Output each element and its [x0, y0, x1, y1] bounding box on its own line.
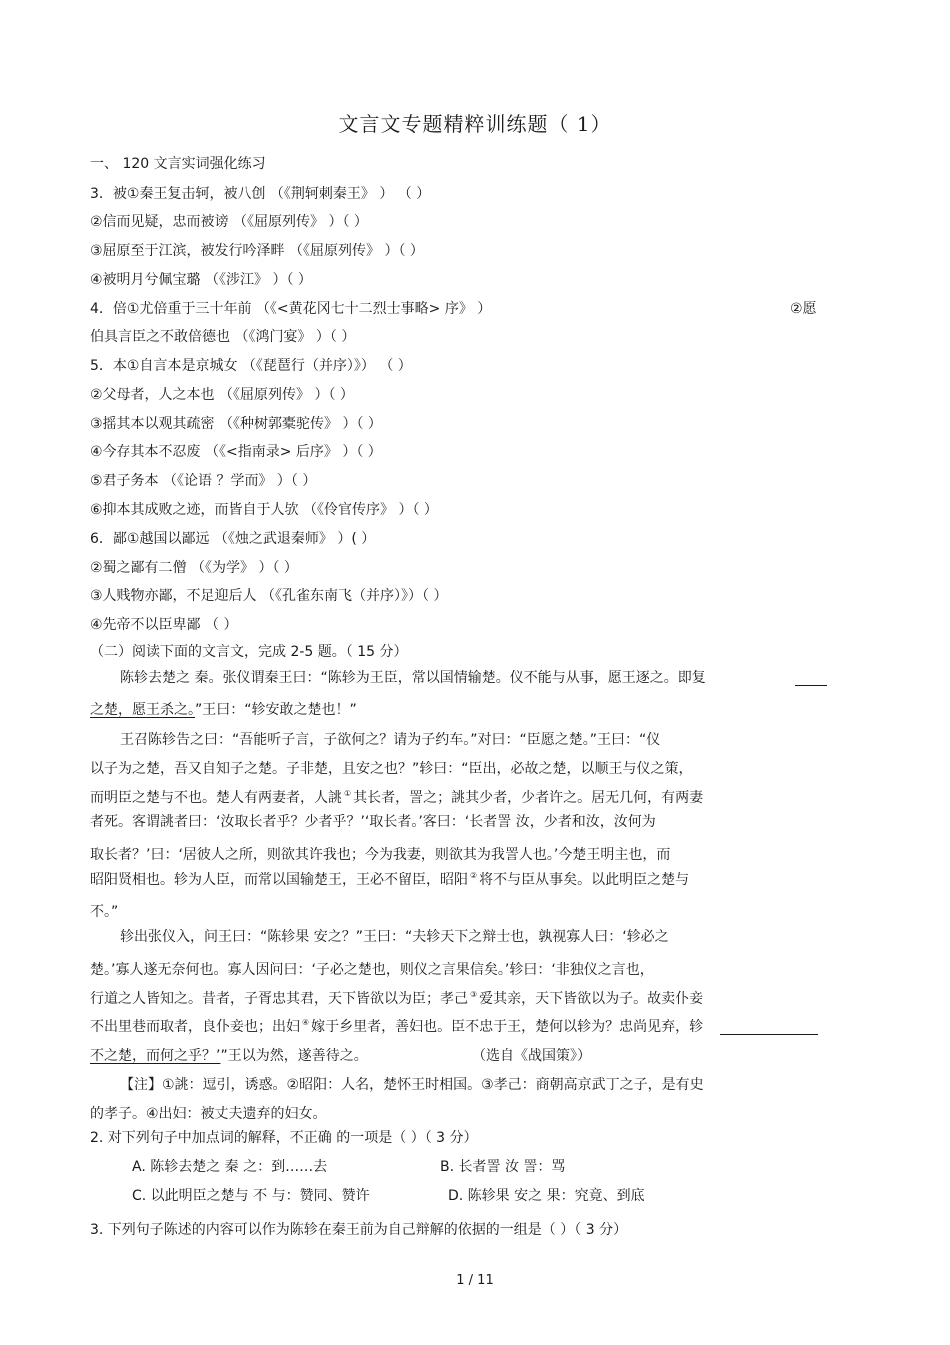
page-number: 1 / 11: [456, 1273, 494, 1288]
option-d: D. 陈轸果 安之 果：究竟、到底: [448, 1188, 645, 1204]
text-line: ③摇其本以观其疏密 （《种树郭橐驼传》 ）（ ）: [90, 416, 382, 432]
source-citation: （选自《战国策》）: [472, 1048, 591, 1064]
section-heading: （二）阅读下面的文言文，完成 2-5 题。（ 15 分）: [90, 644, 408, 660]
passage-line: [90, 701, 357, 719]
passage-line: 楚。’寡人遂无奈何也。寡人因问曰：‘子必之楚也，则仪之言果信矣。’轸曰：‘非独仪之言也，: [90, 962, 654, 978]
question-2-stem: 2. 对下列句子中加点词的解释，不正确 的一项是（ ）（ 3 分）: [90, 1130, 478, 1146]
text-line: 3．被①秦王复击轲，被八创 （《荆轲刺秦王》 ） （ ）: [90, 186, 431, 202]
page-title: 文言文专题精粹训练题（ 1）: [338, 112, 612, 136]
passage-text: 嫁于乡里者，善妇也。臣不忠于王，楚何以轸为？忠尚见弃，轸: [311, 1019, 704, 1035]
passage-line: 陈轸去楚之 秦。张仪谓秦王曰：“陈轸为王臣，常以国情输楚。仪不能与从事，愿王逐之。即复: [120, 670, 706, 686]
text-line: ②父母者，人之本也 （《屈原列传》 ）（ ）: [90, 387, 354, 403]
text-line: ⑤君子务本 （《论语 ？学而》 ）（ ）: [90, 473, 317, 489]
text-line: 4．倍①尤倍重于三十年前 （《<黄花冈七十二烈士事略> 序》 ）: [90, 301, 492, 317]
option-c: C. 以此明臣之楚与 不 与：赞同、赞许: [132, 1188, 370, 1204]
text-line: ⑥抑本其成败之迹，而皆自于人欤 （《伶官传序》 ）（ ）: [90, 502, 438, 518]
passage-line: [90, 990, 703, 1010]
option-b: B. 长者詈 汝 詈：骂: [440, 1159, 566, 1175]
footnote-mark: ②: [470, 871, 478, 880]
question-3-stem: 3. 下列句子陈述的内容可以作为陈轸在秦王前为自己辩解的依据的一组是（ ）（ 3 分）: [90, 1222, 628, 1238]
text-line: ④先帝不以臣卑鄙 （ ）: [90, 617, 238, 633]
passage-line: [90, 789, 703, 809]
passage-text: 其长者，詈之；誂其少者，少者许之。居无几何，有两妻: [353, 790, 704, 806]
footnote-mark: ③: [470, 990, 478, 999]
footnote-mark: ④: [302, 1018, 310, 1027]
passage-line: [90, 1047, 368, 1065]
option-a: A. 陈轸去楚之 秦 之：到……去: [132, 1159, 328, 1175]
passage-text: 爱其亲，天下皆欲以为子。故卖仆妾: [479, 991, 704, 1007]
underlined-sentence: 不之楚，而何之乎？’: [90, 1048, 221, 1064]
passage-line: [90, 1018, 703, 1038]
text-line: 6．鄙①越国以鄙远 （《烛之武退秦师》 ）( ）: [90, 531, 376, 547]
passage-line: [90, 871, 689, 891]
passage-line: 取长者？’曰：‘居彼人之所，则欲其许我也；今为我妻，则欲其为我詈人也。’今楚王明主也，而: [90, 847, 671, 863]
passage-text: 不出里巷而取者，良仆妾也；出妇: [90, 1019, 300, 1035]
passage-text: 昭阳贤相也。轸为人臣，而常以国输楚王，王必不留臣，昭阳: [90, 872, 468, 888]
text-line: ③屈原至于江滨，被发行吟泽畔 （《屈原列传》 ）（ ）: [90, 243, 424, 259]
text-line: 5．本①自言本是京城女 （《琵琶行（并序）》） （ ）: [90, 358, 412, 374]
footnote-mark: ①: [344, 789, 352, 798]
passage-line: 轸出张仪入，问王曰：“陈轸果 安之？”王曰：“夫轸天下之辩士也，孰视寡人曰：‘轸必之: [120, 929, 669, 945]
note-line: 的孝子。④出妇：被丈夫遗弃的妇女。: [90, 1106, 327, 1122]
passage-text: ”王以为然，遂善待之。: [220, 1048, 368, 1064]
section-heading: 一、 120 文言实词强化练习: [90, 156, 266, 172]
text-line: ②蜀之鄙有二僧 （《为学》 ）（ ）: [90, 560, 298, 576]
text-line: ④被明月兮佩宝璐 （《涉江》 ）（ ）: [90, 272, 312, 288]
passage-line: 王召陈轸告之曰：“吾能听子言，子欲何之？请为子约车。”对曰：“臣愿之楚。”王曰：“仪: [120, 732, 661, 748]
underlined-sentence: 之楚，愿王杀之。: [90, 702, 195, 718]
note-line: 【注】①誂：逗引，诱惑。②昭阳：人名，楚怀王时相国。③孝己：商朝高京武丁之子，是有史: [120, 1077, 704, 1093]
underline-blank: [720, 1034, 818, 1035]
passage-line: 不。”: [90, 904, 119, 920]
text-line: ④今存其本不忍废 （《<指南录> 后序》 ）（ ）: [90, 444, 382, 460]
underline-blank: [795, 685, 827, 686]
passage-line: 以子为之楚，吾又自知子之楚。子非楚，且安之也？”轸曰：“臣出，必故之楚，以顺王与仪之策，: [90, 761, 693, 777]
text-line-right: ②愿: [790, 301, 817, 317]
text-line: ②信而见疑，忠而被谤 （《屈原列传》 ）（ ）: [90, 214, 368, 230]
passage-text: 行道之人皆知之。昔者，子胥忠其君，天下皆欲以为臣；孝己: [90, 991, 468, 1007]
passage-text: 而明臣之楚与不也。楚人有两妻者，人誂: [90, 790, 342, 806]
text-line: 伯具言臣之不敢倍德也 （《鸿门宴》 ）（ ）: [90, 329, 356, 345]
passage-text: 将不与臣从事矣。以此明臣之楚与: [479, 872, 690, 888]
text-line: ③人贱物亦鄙，不足迎后人 （《孔雀东南飞（并序）》）（ ）: [90, 588, 448, 604]
passage-line: 者死。客谓誂者曰：‘汝取长者乎？少者乎？’‘取长者。’客曰：‘长者詈 汝，少者和汝，汝何为: [90, 814, 656, 830]
passage-text: ”王曰：“轸安敢之楚也！”: [195, 702, 357, 718]
